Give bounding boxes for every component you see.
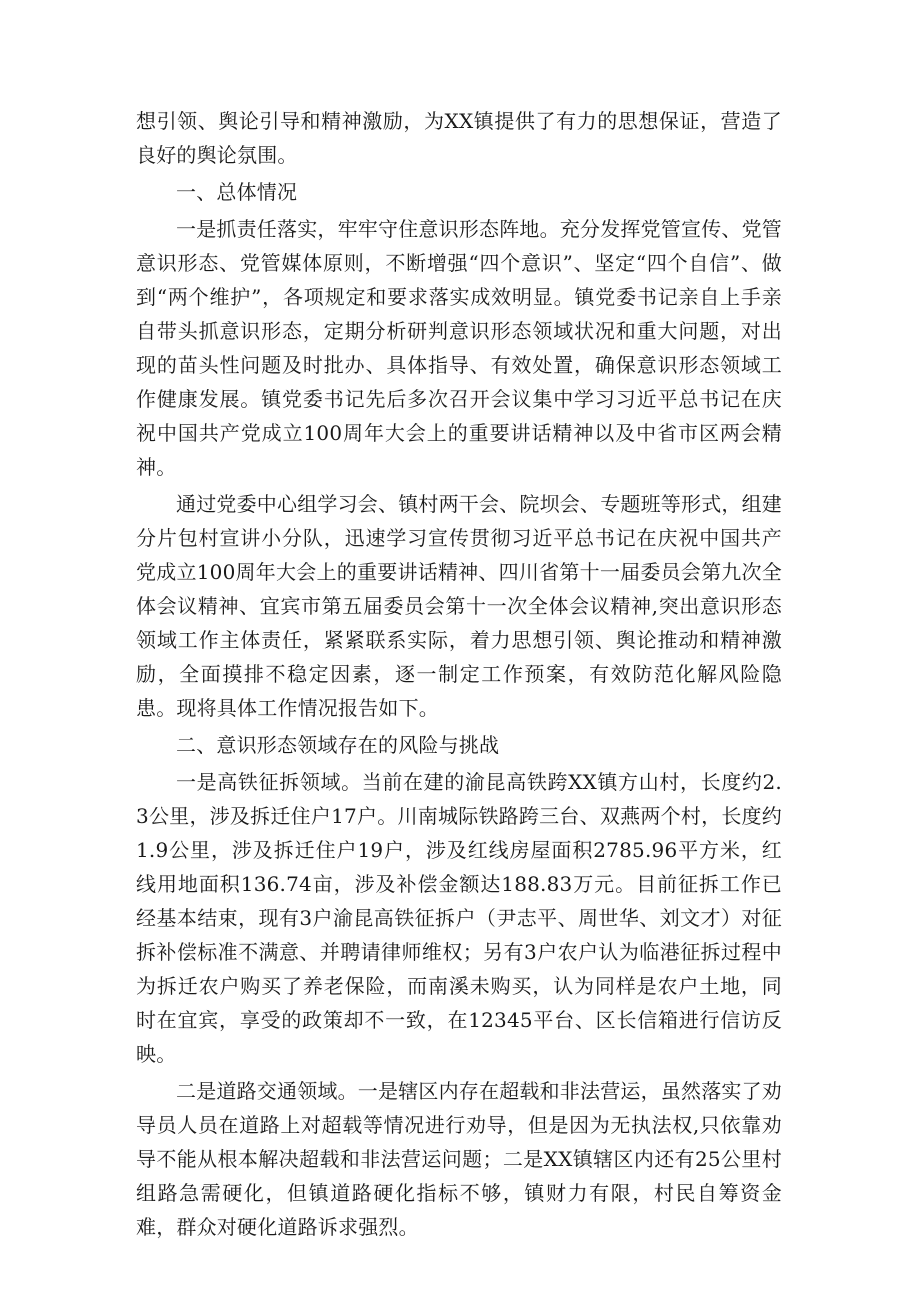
document-body xyxy=(136,104,782,1244)
paragraph-intro-continuation: 想引领、舆论引导和精神激励，为XX镇提供了有力的思想保证，营造了良好的舆论氛围。 xyxy=(136,109,782,167)
section-heading-risks: 二、意识形态领域存在的风险与挑战 xyxy=(176,733,500,757)
paragraph-road-traffic: 二是道路交通领域。一是辖区内存在超载和非法营运，虽然落实了劝导员人员在道路上对超载等情况进行劝导，但是因为无执法权,只依靠劝导不能从根本解决超载和非法营运问题；二是XX镇辖区内还有25公里村组路急需硬化，但镇道路硬化指标不够，镇财力有限，村民自筹资金难，群众对硬化道路诉求强烈。 xyxy=(136,1079,782,1239)
section-heading-overview: 一、总体情况 xyxy=(176,180,298,204)
paragraph-high-speed-rail: 一是高铁征拆领域。当前在建的渝昆高铁跨XX镇方山村，长度约2.3公里，涉及拆迁住户17户。川南城际铁路跨三台、双燕两个村，长度约1.9公里，涉及拆迁住户19户，涉及红线房屋面积2785.96平方米，红线用地面积136.74亩，涉及补偿金额达188.83万元。目前征拆工作已经基本结束，现有3户渝昆高铁征拆户（尹志平、周世华、刘文才）对征拆补偿标准不满意、并聘请律师维权；另有3户农户认为临港征拆过程中为拆迁农户购买了养老保险，而南溪未购买，认为同样是农户土地，同时在宜宾，享受的政策却不一致，在12345平台、区长信箱进行信访反映。 xyxy=(136,770,782,1066)
paragraph-study-activities: 通过党委中心组学习会、镇村两干会、院坝会、专题班等形式，组建分片包村宣讲小分队，迅速学习宣传贯彻习近平总书记在庆祝中国共产党成立100周年大会上的重要讲话精神、四川省第十一届委员会第九次全体会议精神、宜宾市第五届委员会第十一次全体会议精神,突出意识形态领域工作主体责任，紧紧联系实际，着力思想引领、舆论推动和精神激励，全面摸排不稳定因素，逐一制定工作预案，有效防范化解风险隐患。现将具体工作情况报告如下。 xyxy=(136,492,782,720)
paragraph-responsibility: 一是抓责任落实，牢牢守住意识形态阵地。充分发挥党管宣传、党管意识形态、党管媒体原则，不断增强“四个意识”、坚定“四个自信”、做到“两个维护”，各项规定和要求落实成效明显。镇党委书记亲自上手亲自带头抓意识形态，定期分析研判意识形态领域状况和重大问题，对出现的苗头性问题及时批办、具体指导、有效处置，确保意识形态领域工作健康发展。镇党委书记先后多次召开会议集中学习习近平总书记在庆祝中国共产党成立100周年大会上的重要讲话精神以及中省市区两会精神。 xyxy=(136,217,782,479)
